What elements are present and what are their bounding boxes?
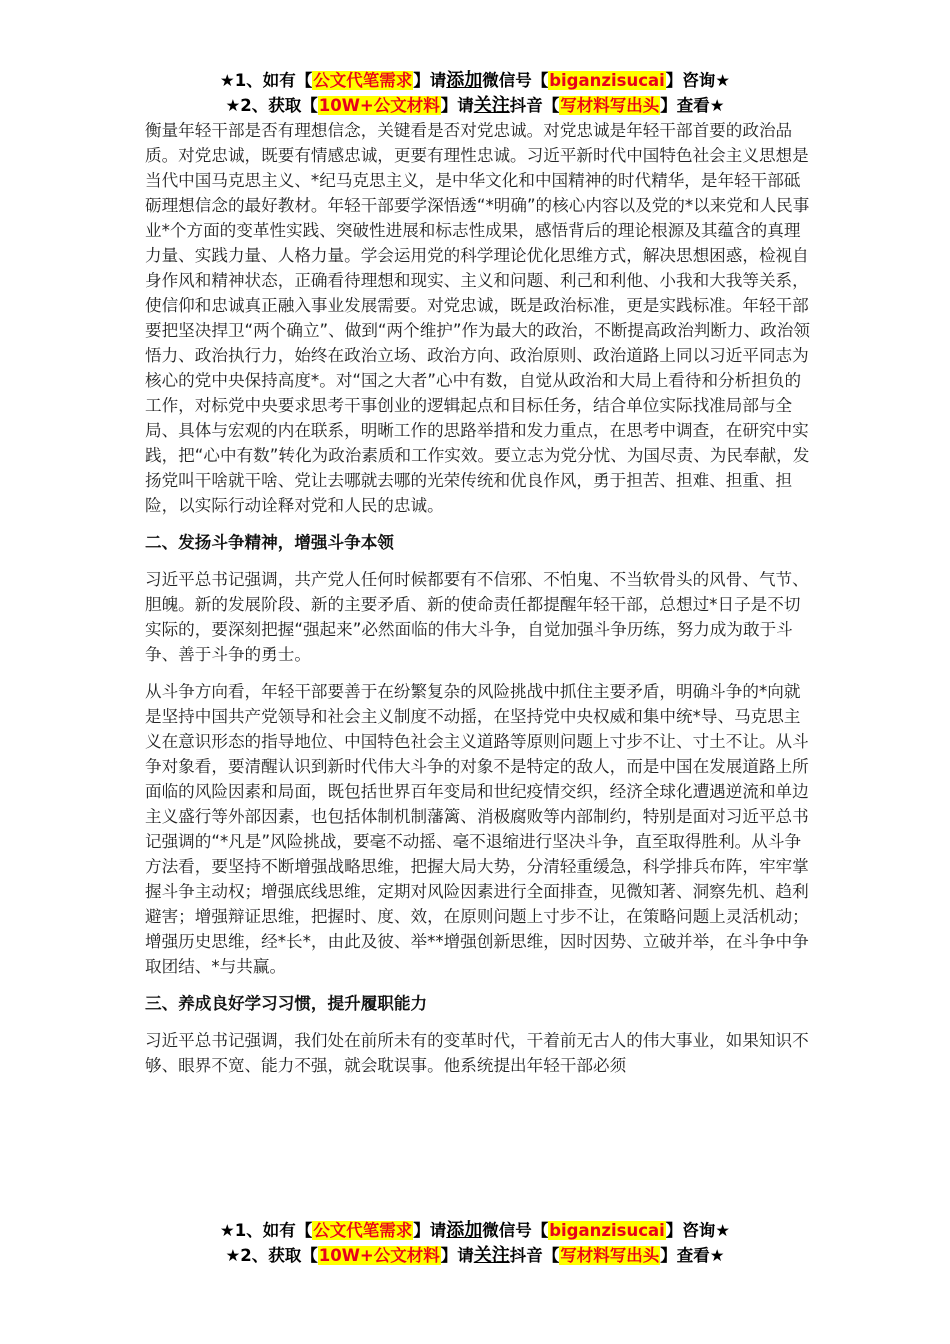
header-banner	[0, 68, 950, 118]
banner-line-1	[0, 1218, 950, 1243]
highlight-douyin-account: 写材料写出头	[560, 96, 660, 115]
highlight-ghostwriting: 公文代笔需求	[313, 71, 413, 90]
banner-text: 】请	[440, 96, 474, 115]
banner-text: 抖音【	[509, 1246, 560, 1265]
banner-text: 】咨询★	[665, 71, 731, 90]
footer-banner	[0, 1218, 950, 1268]
highlight-wechat-id: biganzisucai	[549, 71, 665, 90]
highlight-douyin-account: 写材料写出头	[560, 1246, 660, 1265]
body-paragraph: 从斗争方向看，年轻干部要善于在纷繁复杂的风险挑战中抓住主要矛盾，明确斗争的*向就是坚持中国共产党领导和社会主义制度不动摇，在坚持党中央权威和集中统*导、马克思主义在意识形态的指导地位、中国特色社会主义道路等原则问题上寸步不让、寸土不让。从斗争对象看，要清醒认识到新时代伟大斗争的对象不是特定的敌人，而是中国在发展道路上所面临的风险因素和局面，既包括世界百年变局和世纪疫情交织，经济全球化遭遇逆流和单边主义盛行等外部因素，也包括体制机制藩篱、消极腐败等内部制约，特别是面对习近平总书记强调的“*凡是”风险挑战，要毫不动摇、毫不退缩进行坚决斗争，直至取得胜利。从斗争方法看，要坚持不断增强战略思维，把握大局大势，分清轻重缓急，科学排兵布阵，牢牢掌握斗争主动权；增强底线思维，定期对风险因素进行全面排查，见微知著、洞察先机、趋利避害；增强辩证思维，把握时、度、效，在原则问题上寸步不让，在策略问题上灵活机动；增强历史思维，经*长*，由此及彼、举**增强创新思维，因时因势、立破并举，在斗争中争取团结、*与共赢。	[145, 682, 809, 976]
document-body	[145, 118, 813, 1090]
body-paragraph: 习近平总书记强调，共产党人任何时候都要有不信邪、不怕鬼、不当软骨头的风骨、气节、胆魄。新的发展阶段、新的主要矛盾、新的使命责任都提醒年轻干部，总想过*日子是不切实际的，要深刻把握“强起来”必然面临的伟大斗争，自觉加强斗争历练，努力成为敢于斗争、善于斗争的勇士。	[145, 570, 809, 664]
banner-text: 】请	[440, 1246, 474, 1265]
banner-emphasis: 添加	[446, 70, 483, 91]
banner-text: 1、如有【	[234, 71, 313, 90]
star-icon: ★	[219, 71, 235, 90]
banner-line-2	[0, 93, 950, 118]
banner-line-2	[0, 1243, 950, 1268]
highlight-wechat-id: biganzisucai	[549, 1221, 665, 1240]
star-icon: ★	[219, 1221, 235, 1240]
banner-text: 2、获取【	[240, 1246, 318, 1265]
banner-text: 微信号【	[482, 71, 549, 90]
body-paragraph: 衡量年轻干部是否有理想信念，关键看是否对党忠诚。对党忠诚是年轻干部首要的政治品质。对党忠诚，既要有情感忠诚，更要有理性忠诚。习近平新时代中国特色社会主义思想是当代中国马克思主义、*纪马克思主义，是中华文化和中国精神的时代精华，是年轻干部砥砺理想信念的最好教材。年轻干部要学深悟透“*明确”的核心内容以及党的*以来党和人民事业*个方面的变革性实践、突破性进展和标志性成果，感悟背后的理论根源及其蕴含的真理力量、实践力量、人格力量。学会运用党的科学理论优化思维方式，解决思想困惑，检视自身作风和精神状态，正确看待理想和现实、主义和问题、利己和利他、小我和大我等关系，使信仰和忠诚真正融入事业发展需要。对党忠诚，既是政治标准，更是实践标准。年轻干部要把坚决捍卫“两个确立”、做到“两个维护”作为最大的政治，不断提高政治判断力、政治领悟力、政治执行力，始终在政治立场、政治方向、政治原则、政治道路上同以习近平同志为核心的党中央保持高度*。对“国之大者”心中有数，自觉从政治和大局上看待和分析担负的工作，对标党中央要求思考干事创业的逻辑起点和目标任务，结合单位实际找准局部与全局、具体与宏观的内在联系，明晰工作的思路举措和发力重点，在思考中调查，在研究中实践，把“心中有数”转化为政治素质和工作实效。要立志为党分忧、为国尽责、为民奉献，发扬党叫干啥就干啥、党让去哪就去哪的光荣传统和优良作风，勇于担苦、担难、担重、担险，以实际行动诠释对党和人民的忠诚。	[145, 121, 810, 515]
highlight-materials: 10W+公文材料	[318, 96, 440, 115]
section-heading: 二、发扬斗争精神，增强斗争本领	[145, 533, 394, 552]
section-heading: 三、养成良好学习习惯，提升履职能力	[145, 994, 428, 1013]
banner-emphasis: 关注	[473, 1245, 510, 1266]
banner-emphasis: 添加	[446, 1220, 483, 1241]
banner-text: 】请	[413, 1221, 447, 1240]
highlight-materials: 10W+公文材料	[318, 1246, 440, 1265]
banner-text: 】请	[413, 71, 447, 90]
banner-text: 】查看★	[660, 1246, 725, 1265]
star-icon: ★	[225, 96, 241, 115]
banner-text: 】咨询★	[665, 1221, 731, 1240]
banner-text: 1、如有【	[234, 1221, 313, 1240]
banner-text: 2、获取【	[240, 96, 318, 115]
banner-text: 微信号【	[482, 1221, 549, 1240]
banner-text: 】查看★	[660, 96, 725, 115]
banner-line-1	[0, 68, 950, 93]
banner-emphasis: 关注	[473, 95, 510, 116]
star-icon: ★	[225, 1246, 241, 1265]
banner-text: 抖音【	[509, 96, 560, 115]
highlight-ghostwriting: 公文代笔需求	[313, 1221, 413, 1240]
body-paragraph: 习近平总书记强调，我们处在前所未有的变革时代，干着前无古人的伟大事业，如果知识不够、眼界不宽、能力不强，就会耽误事。他系统提出年轻干部必须	[145, 1031, 809, 1075]
